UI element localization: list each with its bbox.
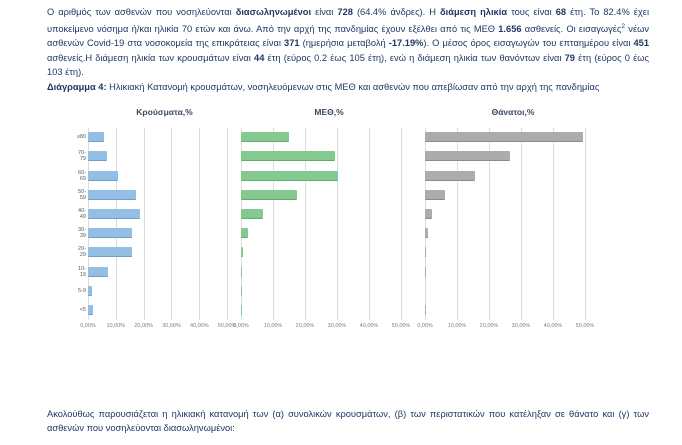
bar-row-70-79 xyxy=(241,147,417,166)
bar-row-20-29 xyxy=(88,243,241,262)
footer-paragraph: Ακολούθως παρουσιάζεται η ηλικιακή κατανομή των (α) συνολικών κρουσμάτων, (β) των περιστατικών που κατέληξαν σε θάνατο και (γ) των ασθενών που νοσηλεύονται διασωληνωμένοι: xyxy=(47,408,649,434)
plot-area xyxy=(88,128,241,320)
bar-row-10-19 xyxy=(241,262,417,281)
bar-row-5-9 xyxy=(241,281,417,300)
y-axis-labels xyxy=(75,128,88,335)
bar xyxy=(241,132,289,142)
bold-text-run: 1.656 xyxy=(498,23,522,34)
bar-row-60-69 xyxy=(88,166,241,185)
x-axis-tick-label: 20,00% xyxy=(134,322,153,329)
bar xyxy=(88,171,118,181)
bar-row-40-49 xyxy=(425,204,601,223)
chart-title: Κρούσματα,% xyxy=(136,106,193,117)
text-run: νέων ασθενών Covid-19 στα νοσοκομεία της επικράτειας είναι xyxy=(47,23,649,49)
text-run: έτη. Το 82.4% έχει υποκείμενο νόσημα ή/και ηλικία 70 ετών και άνω. Από την αρχή της πανδημίας έχουν εξέλθει από τις ΜΕΘ xyxy=(47,7,650,34)
x-axis-tick-label: 50,00% xyxy=(575,322,595,329)
bar-row-30-39 xyxy=(88,224,241,243)
bar-row-70-79 xyxy=(88,147,241,166)
x-axis-tick-label: 40,00% xyxy=(543,322,563,329)
bar-row-20-29 xyxy=(425,243,601,262)
bar-row-20-29 xyxy=(241,243,417,262)
x-axis-tick-label: 50,00% xyxy=(391,322,411,329)
bar xyxy=(241,267,242,277)
bar-row-50-59 xyxy=(241,185,417,204)
chart-deaths xyxy=(417,106,601,335)
bar-row-<5 xyxy=(425,300,601,319)
bar xyxy=(241,228,248,238)
bar-row-5-9 xyxy=(88,281,241,300)
bar-row-10-19 xyxy=(88,262,241,281)
bar-row-60-69 xyxy=(241,166,417,185)
bold-text-run: 371 xyxy=(284,38,300,49)
figure-caption xyxy=(47,80,649,95)
bold-text-run: 728 xyxy=(337,7,353,17)
bar-row-<5 xyxy=(241,300,417,319)
x-axis-tick-label: 30,00% xyxy=(511,322,531,329)
x-axis-tick-label: 10,00% xyxy=(263,322,283,329)
x-axis-tick-label: 10,00% xyxy=(106,322,126,329)
bar xyxy=(241,305,242,315)
bar xyxy=(425,209,432,219)
bold-text-run: 44 xyxy=(254,52,265,63)
bold-text-run: 451 xyxy=(633,38,650,49)
x-axis-tick-label: 20,00% xyxy=(479,322,499,329)
y-axis-label: 20-29 xyxy=(78,246,86,259)
plot-area xyxy=(241,128,417,320)
x-axis-tick-label: 40,00% xyxy=(189,322,209,329)
bar-row-50-59 xyxy=(88,185,241,204)
x-axis-tick-label: 10,00% xyxy=(447,322,467,329)
text-run: (ημερήσια μεταβολή xyxy=(299,38,389,49)
bar-row-5-9 xyxy=(425,281,601,300)
y-axis-label: <5 xyxy=(79,306,86,313)
x-axis-tick-label: 20,00% xyxy=(295,322,315,329)
bar xyxy=(241,190,297,200)
bar xyxy=(425,228,428,238)
bar xyxy=(425,247,426,257)
text-run: 2 xyxy=(621,22,626,30)
bar-row-≥80 xyxy=(88,128,241,147)
x-axis-tick-label: 0,00% xyxy=(80,322,96,329)
bold-text-run: διασωληνωμένοι xyxy=(235,7,312,17)
bar xyxy=(88,267,108,277)
bar xyxy=(241,209,263,219)
x-axis-tick-label: 40,00% xyxy=(359,322,379,329)
y-axis-label: 70-79 xyxy=(78,150,86,163)
bar-row-10-19 xyxy=(425,262,601,281)
text-run: (64.4% άνδρες). Η xyxy=(352,7,441,17)
bar-row-60-69 xyxy=(425,166,601,185)
bar xyxy=(241,171,338,181)
x-axis-ticks xyxy=(80,322,241,335)
bar xyxy=(88,190,136,200)
intro-paragraph xyxy=(47,5,649,80)
bar xyxy=(88,132,104,142)
bar xyxy=(425,132,583,142)
y-axis-label: 50-59 xyxy=(78,188,86,201)
text-run: έτη (εύρος 0.2 έως 105 έτη), ενώ η διάμεση ηλικία των θανόντων είναι xyxy=(264,52,565,63)
text-run: Ο αριθμός των ασθενών που νοσηλεύονται xyxy=(47,7,236,17)
bar-row-50-59 xyxy=(425,185,601,204)
chart-title: Θάνατοι,% xyxy=(491,106,535,117)
x-axis-tick-label: 50,00% xyxy=(217,322,237,329)
chart-title: ΜΕΘ,% xyxy=(314,106,344,117)
text-run: ασθενείς. Οι εισαγωγές xyxy=(521,23,622,34)
plot-area xyxy=(425,128,601,320)
bar xyxy=(88,305,93,315)
text-run: ασθενείς.Η διάμεση ηλικία των κρουσμάτων είναι xyxy=(47,52,255,63)
bar xyxy=(241,151,335,161)
bar xyxy=(425,171,475,181)
bar xyxy=(88,151,107,161)
y-axis-label: 60-69 xyxy=(78,169,86,182)
y-axis-label: 30-39 xyxy=(78,227,86,240)
x-axis-ticks xyxy=(417,322,601,335)
x-axis-tick-label: 0,00% xyxy=(417,322,433,329)
bold-text-run: 79 xyxy=(564,52,575,63)
x-axis-tick-label: 30,00% xyxy=(162,322,181,329)
y-axis-label: ≥80 xyxy=(76,134,86,141)
text-run: έτη (εύρος 0 έως 103 έτη). xyxy=(47,52,650,78)
bar xyxy=(425,151,510,161)
x-axis-tick-label: 0,00% xyxy=(233,322,249,329)
bar xyxy=(88,209,140,219)
bold-text-run: διάμεση ηλικία xyxy=(440,7,508,17)
bar-row-30-39 xyxy=(241,224,417,243)
bar xyxy=(88,247,132,257)
text-run: τους είναι xyxy=(507,7,556,17)
bar-row-≥80 xyxy=(241,128,417,147)
bar-row-40-49 xyxy=(241,204,417,223)
age-distribution-charts xyxy=(75,107,649,335)
bold-text-run: -17.19% xyxy=(388,38,424,49)
bar xyxy=(425,190,445,200)
bar-row-<5 xyxy=(88,300,241,319)
bar xyxy=(241,247,243,257)
bar-row-40-49 xyxy=(88,204,241,223)
bar-row-30-39 xyxy=(425,224,601,243)
text-run: είναι xyxy=(311,7,338,17)
x-axis-tick-label: 30,00% xyxy=(327,322,347,329)
bold-text-run: Διάγραμμα 4: xyxy=(47,82,107,93)
y-axis-label: 10-19 xyxy=(78,265,86,278)
chart-cases xyxy=(75,107,241,335)
x-axis-ticks xyxy=(233,322,417,335)
bold-text-run: 68 xyxy=(555,7,567,17)
bar xyxy=(88,228,132,238)
bar-row-≥80 xyxy=(425,128,601,147)
text-run: Ηλικιακή Κατανομή κρουσμάτων, νοσηλευόμενων στις ΜΕΘ και ασθενών που απεβίωσαν από την αρχή της πανδημίας xyxy=(106,82,600,93)
bar xyxy=(88,286,92,296)
y-axis-label: 40-49 xyxy=(78,208,86,220)
chart-icu xyxy=(233,106,417,335)
y-axis-label: 5-9 xyxy=(78,287,86,294)
text-run: ). Ο μέσος όρος εισαγωγών του επταημέρου είναι xyxy=(423,38,634,49)
bar-row-70-79 xyxy=(425,147,601,166)
